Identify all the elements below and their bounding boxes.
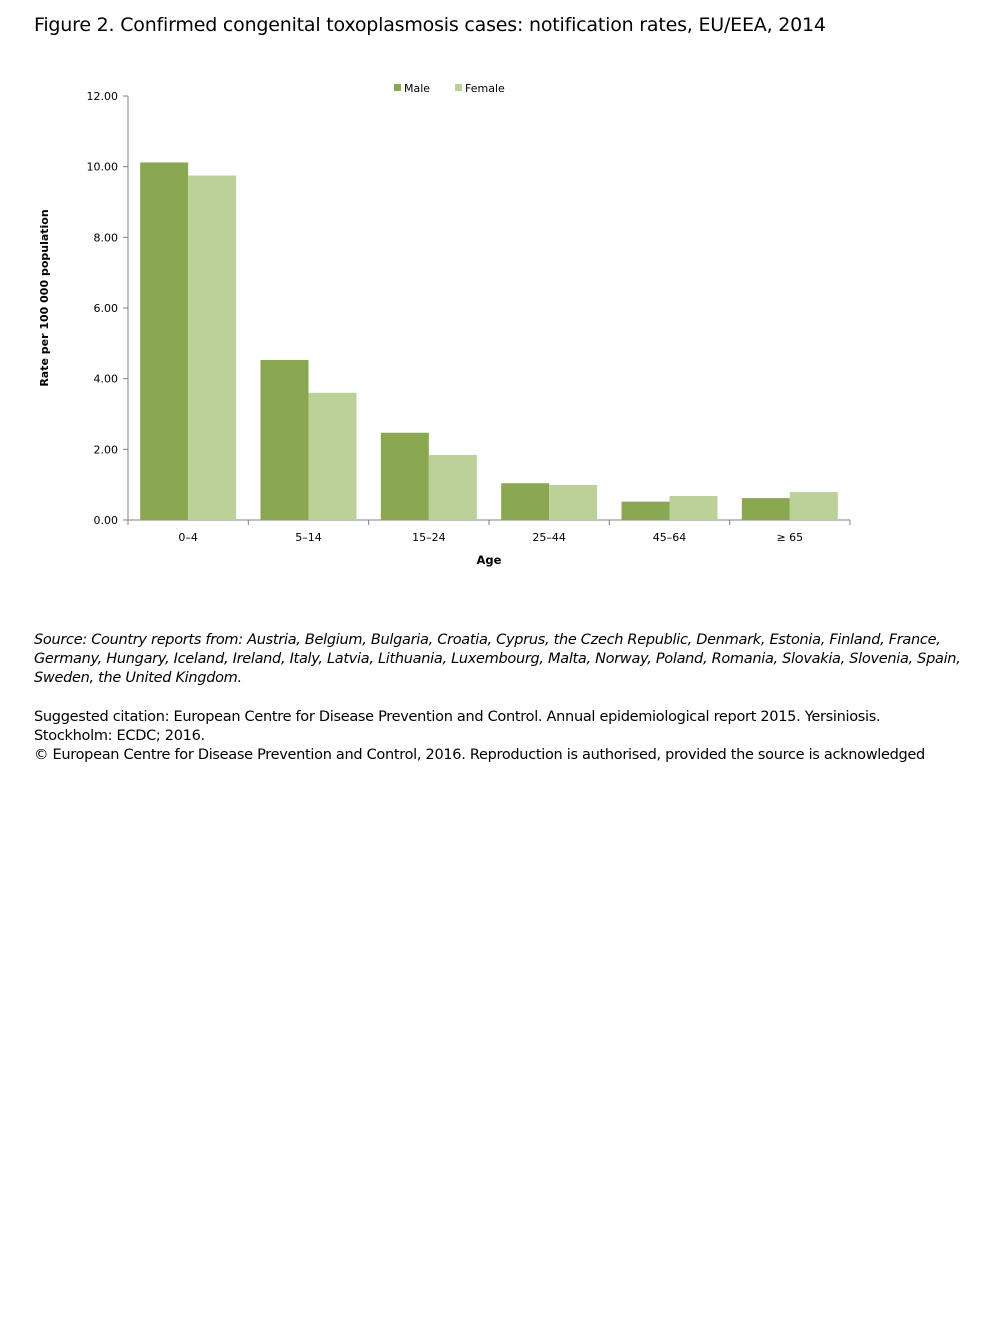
bar-male-4 <box>622 502 670 520</box>
bar-female-2 <box>429 455 477 520</box>
x-tick-label: 45–64 <box>652 531 687 544</box>
bar-female-5 <box>790 492 838 520</box>
x-tick-label: ≥ 65 <box>776 531 804 544</box>
bar-chart <box>0 70 900 590</box>
y-tick-label: 4.00 <box>93 372 118 386</box>
y-tick-label: 0.00 <box>93 514 118 527</box>
source-note: Source: Country reports from: Austria, Belgium, Bulgaria, Croatia, Cyprus, the Czech Republic, Denmark, Estonia, Finland, France, Germany, Hungary, Iceland, Ireland, Italy, Latvia, Lithuania, Luxembourg, Malta, Norway, Poland, Romania, Slovakia, Slovenia, Spain, Sweden, the United Kingdom. <box>34 632 961 686</box>
x-tick-label: 0–4 <box>178 531 198 544</box>
citation-block <box>34 708 984 765</box>
x-tick-label: 5–14 <box>295 531 322 544</box>
legend-swatch-male <box>394 84 401 91</box>
y-tick-label: 6.00 <box>93 302 118 315</box>
bar-male-1 <box>261 360 309 520</box>
legend-swatch-female <box>455 84 462 91</box>
citation-line-1: Suggested citation: European Centre for Disease Prevention and Control. Annual epidemiological report 2015. Yersiniosis. <box>34 709 881 725</box>
bar-male-5 <box>742 498 790 520</box>
y-tick-label: 8.00 <box>93 231 118 245</box>
legend-label-male: Male <box>404 82 431 95</box>
bar-male-2 <box>381 433 429 520</box>
x-tick-label: 15–24 <box>412 531 446 544</box>
y-tick-label: 10.00 <box>86 160 118 174</box>
bar-male-3 <box>501 483 549 520</box>
bar-female-3 <box>549 485 597 520</box>
citation-line-2: Stockholm: ECDC; 2016. <box>34 728 205 744</box>
legend-label-female: Female <box>465 82 505 95</box>
bar-male-0 <box>140 162 188 520</box>
copyright-line: © European Centre for Disease Prevention and Control, 2016. Reproduction is authorised, provided the source is acknowledged <box>34 747 925 763</box>
figure-title: Figure 2. Confirmed congenital toxoplasmosis cases: notification rates, EU/EEA, 2014 <box>34 14 826 36</box>
y-axis-title: Rate per 100 000 population <box>38 209 51 387</box>
bar-female-0 <box>188 176 236 521</box>
y-tick-label: 12.00 <box>86 90 118 103</box>
bar-female-1 <box>309 393 357 520</box>
y-tick-label: 2.00 <box>93 443 118 457</box>
bar-female-4 <box>670 496 718 520</box>
x-tick-label: 25–44 <box>532 531 566 544</box>
x-axis-title: Age <box>476 553 502 567</box>
